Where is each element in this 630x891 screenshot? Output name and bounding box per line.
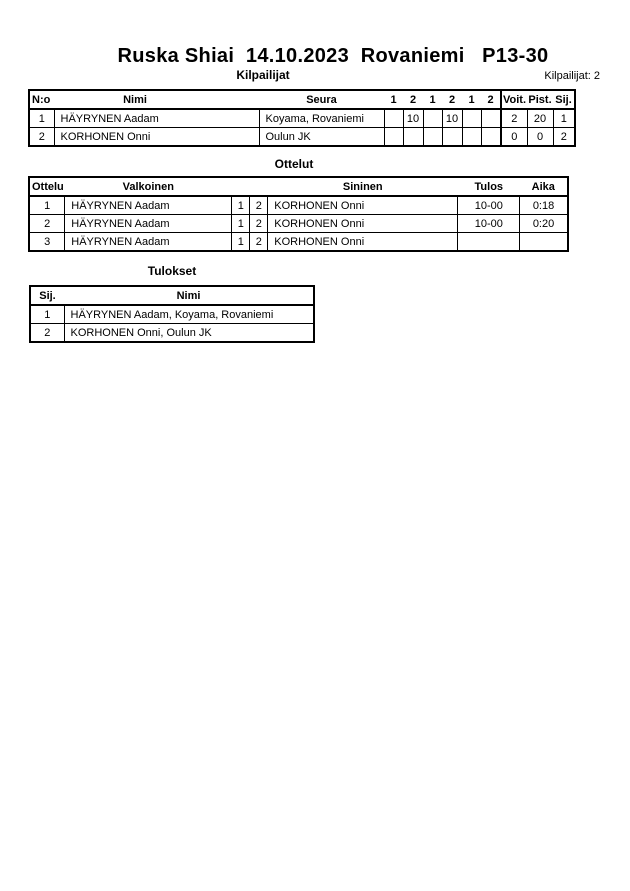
cell-score-3 [423, 109, 442, 128]
cell-score-3 [423, 128, 442, 147]
cell-place: 1 [553, 109, 575, 128]
cell-wins: 0 [501, 128, 527, 147]
header-cell-wins: Voit. [501, 90, 527, 109]
cell-club: Koyama, Rovaniemi [259, 109, 384, 128]
result-row [30, 305, 314, 324]
header-cell-empty [250, 177, 268, 196]
cell-white-no: 1 [232, 196, 250, 215]
competitors-table [28, 89, 576, 147]
header-cell-name: Nimi [54, 90, 259, 109]
cell-points: 0 [527, 128, 553, 147]
header-cell-blue: Sininen [268, 177, 458, 196]
match-row [29, 233, 568, 252]
cell-name: KORHONEN Onni, Oulun JK [64, 324, 314, 343]
matches-header-row [29, 177, 568, 196]
match-row [29, 215, 568, 233]
cell-club: Oulun JK [259, 128, 384, 147]
cell-points: 20 [527, 109, 553, 128]
cell-score-5 [462, 109, 481, 128]
cell-blue-no: 2 [250, 196, 268, 215]
result-row [30, 324, 314, 343]
header-cell-white: Valkoinen [65, 177, 232, 196]
cell-result: 10-00 [458, 196, 520, 215]
cell-blue-name: KORHONEN Onni [268, 196, 458, 215]
header-cell-score-1: 1 [384, 90, 403, 109]
header-cell-score-4: 2 [442, 90, 462, 109]
cell-score-5 [462, 128, 481, 147]
competitor-row [29, 109, 575, 128]
cell-place: 2 [30, 324, 64, 343]
header-cell-no: N:o [29, 90, 54, 109]
header-cell-place: Sij. [553, 90, 575, 109]
cell-white-name: HÄYRYNEN Aadam [65, 196, 232, 215]
cell-blue-no: 2 [250, 233, 268, 252]
cell-name: HÄYRYNEN Aadam, Koyama, Rovaniemi [64, 305, 314, 324]
cell-time: 0:20 [520, 215, 568, 233]
cell-result: 10-00 [458, 215, 520, 233]
header-cell-points: Pist. [527, 90, 553, 109]
cell-name: HÄYRYNEN Aadam [54, 109, 259, 128]
cell-match-no: 2 [29, 215, 65, 233]
cell-match-no: 1 [29, 196, 65, 215]
cell-match-no: 3 [29, 233, 65, 252]
competitors-count-label: Kilpailijat: 2 [544, 70, 600, 82]
cell-time: 0:18 [520, 196, 568, 215]
cell-blue-no: 2 [250, 215, 268, 233]
results-header-row [30, 286, 314, 305]
header-cell-score-6: 2 [481, 90, 501, 109]
cell-result [458, 233, 520, 252]
cell-score-6 [481, 109, 501, 128]
section-title-ottelut: Ottelut [274, 157, 314, 171]
cell-score-2 [403, 128, 423, 147]
page-title: Ruska Shiai 14.10.2023 Rovaniemi P13-30 [117, 45, 549, 67]
competitor-row [29, 128, 575, 147]
cell-score-6 [481, 128, 501, 147]
cell-score-4 [442, 128, 462, 147]
cell-name: KORHONEN Onni [54, 128, 259, 147]
cell-no: 2 [29, 128, 54, 147]
cell-white-no: 1 [232, 215, 250, 233]
cell-place: 1 [30, 305, 64, 324]
cell-time [520, 233, 568, 252]
header-cell-score-5: 1 [462, 90, 481, 109]
matches-table [28, 176, 569, 252]
header-cell-score-2: 2 [403, 90, 423, 109]
cell-wins: 2 [501, 109, 527, 128]
cell-place: 2 [553, 128, 575, 147]
competitors-header-row [29, 90, 575, 109]
header-cell-match: Ottelu [29, 177, 65, 196]
cell-blue-name: KORHONEN Onni [268, 215, 458, 233]
header-cell-result: Tulos [458, 177, 520, 196]
cell-no: 1 [29, 109, 54, 128]
cell-white-name: HÄYRYNEN Aadam [65, 233, 232, 252]
cell-blue-name: KORHONEN Onni [268, 233, 458, 252]
header-cell-empty [232, 177, 250, 196]
match-row [29, 196, 568, 215]
header-cell-place: Sij. [30, 286, 64, 305]
cell-score-1 [384, 109, 403, 128]
results-table [29, 285, 315, 343]
cell-white-name: HÄYRYNEN Aadam [65, 215, 232, 233]
cell-score-1 [384, 128, 403, 147]
cell-white-no: 1 [232, 233, 250, 252]
header-cell-time: Aika [520, 177, 568, 196]
cell-score-4: 10 [442, 109, 462, 128]
header-cell-score-3: 1 [423, 90, 442, 109]
header-cell-club: Seura [259, 90, 384, 109]
header-cell-name: Nimi [64, 286, 314, 305]
cell-score-2: 10 [403, 109, 423, 128]
section-title-kilpailijat: Kilpailijat [236, 68, 290, 82]
section-title-tulokset: Tulokset [147, 264, 197, 278]
